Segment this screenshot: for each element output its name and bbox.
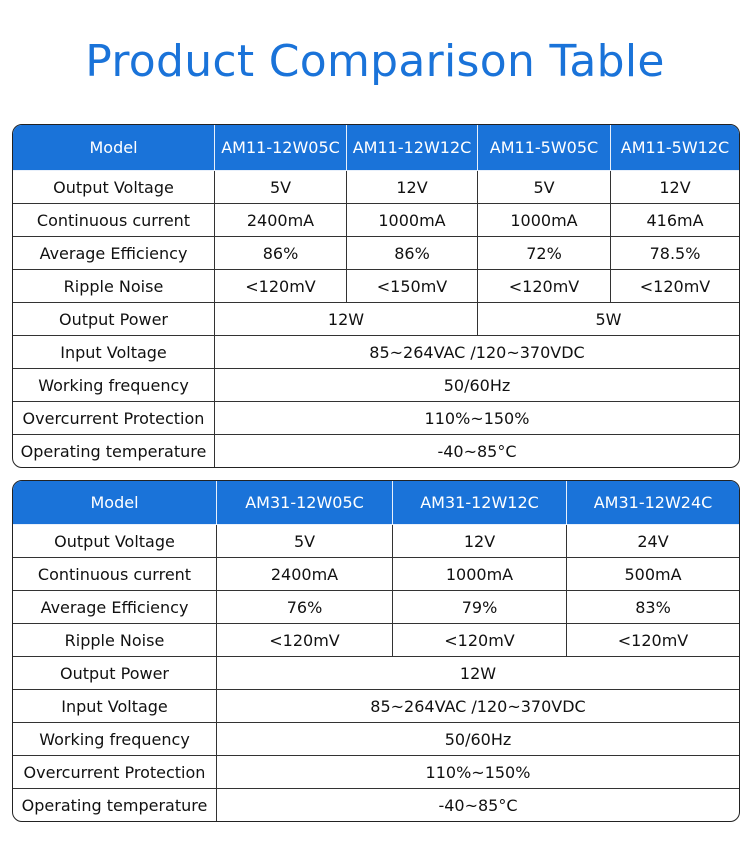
row-label: Continuous current (13, 558, 217, 591)
table-row (13, 525, 739, 558)
table-cell: 85~264VAC /120~370VDC (215, 336, 739, 369)
table-cell: <150mV (347, 270, 478, 303)
table-row (13, 657, 739, 690)
row-label: Average Efficiency (13, 591, 217, 624)
table-cell: <120mV (393, 624, 567, 657)
page-title: Product Comparison Table (85, 36, 665, 87)
table-cell: 2400mA (217, 558, 393, 591)
row-label: Working frequency (13, 723, 217, 756)
table-row (13, 303, 739, 336)
row-label: Input Voltage (13, 690, 217, 723)
header-cell: AM31-12W12C (393, 481, 567, 525)
table-cell: 1000mA (393, 558, 567, 591)
table-cell: -40~85°C (438, 795, 518, 815)
table-row (13, 171, 739, 204)
table-row (13, 336, 739, 369)
table-cell: 78.5% (611, 237, 739, 270)
table-row (13, 624, 739, 657)
table-row (13, 789, 739, 821)
table-row (13, 558, 739, 591)
table-row (13, 237, 739, 270)
table-cell: 12W (215, 303, 478, 336)
table-header-row (13, 125, 739, 171)
table-cell: 72% (478, 237, 611, 270)
header-cell: AM11-12W12C (347, 125, 478, 171)
table-cell: 76% (217, 591, 393, 624)
table-cell: 24V (567, 525, 739, 558)
comparison-table-am31 (12, 480, 740, 822)
table-row (13, 270, 739, 303)
table-cell: 12V (347, 171, 478, 204)
row-label: Output Voltage (13, 171, 215, 204)
table-cell: 5V (215, 171, 347, 204)
table-cell: <120mV (611, 270, 739, 303)
header-cell: AM31-12W24C (567, 481, 739, 525)
row-label: Output Power (13, 303, 215, 336)
table-cell: 2400mA (215, 204, 347, 237)
table-row (13, 690, 739, 723)
table-cell: <120mV (217, 624, 393, 657)
table-cell: 86% (215, 237, 347, 270)
table-cell: 79% (393, 591, 567, 624)
table-row (13, 435, 739, 467)
header-cell: AM11-5W05C (478, 125, 611, 171)
row-label: Output Power (13, 657, 217, 690)
table-cell: <120mV (567, 624, 739, 657)
table-cell: 5V (478, 171, 611, 204)
header-cell: AM11-12W05C (215, 125, 347, 171)
header-cell: AM11-5W12C (611, 125, 739, 171)
table-cell: 5V (217, 525, 393, 558)
table-cell: -40~85°C (437, 441, 517, 461)
table-row (13, 591, 739, 624)
table-header-row (13, 481, 739, 525)
table-row (13, 204, 739, 237)
header-cell: AM31-12W05C (217, 481, 393, 525)
table-cell: <120mV (215, 270, 347, 303)
table-cell: 12V (393, 525, 567, 558)
header-cell: Model (13, 125, 215, 171)
table-cell: 110%~150% (217, 756, 739, 789)
row-label: Overcurrent Protection (13, 402, 215, 435)
row-label: Working frequency (13, 369, 215, 402)
table-cell: 5W (478, 303, 739, 336)
table-cell: 12V (611, 171, 739, 204)
row-label: Ripple Noise (13, 270, 215, 303)
header-cell: Model (13, 481, 217, 525)
table-cell: 1000mA (478, 204, 611, 237)
row-label: Output Voltage (13, 525, 217, 558)
table-cell: 110%~150% (215, 402, 739, 435)
row-label: Average Efficiency (13, 237, 215, 270)
table-cell: 416mA (611, 204, 739, 237)
table-cell: 12W (217, 657, 739, 690)
table-cell: 500mA (567, 558, 739, 591)
row-label: Continuous current (13, 204, 215, 237)
table-cell: 50/60Hz (215, 369, 739, 402)
table-cell: 86% (347, 237, 478, 270)
row-label: Input Voltage (13, 336, 215, 369)
table-cell: 83% (567, 591, 739, 624)
table-cell: 1000mA (347, 204, 478, 237)
table-row (13, 756, 739, 789)
table-row (13, 723, 739, 756)
row-label: Overcurrent Protection (13, 756, 217, 789)
row-label: Operating temperature (13, 435, 215, 467)
table-row (13, 369, 739, 402)
comparison-table-am11 (12, 124, 740, 468)
row-label: Operating temperature (13, 789, 217, 821)
table-cell: 85~264VAC /120~370VDC (217, 690, 739, 723)
table-cell: 50/60Hz (217, 723, 739, 756)
table-row (13, 402, 739, 435)
table-cell: <120mV (478, 270, 611, 303)
row-label: Ripple Noise (13, 624, 217, 657)
